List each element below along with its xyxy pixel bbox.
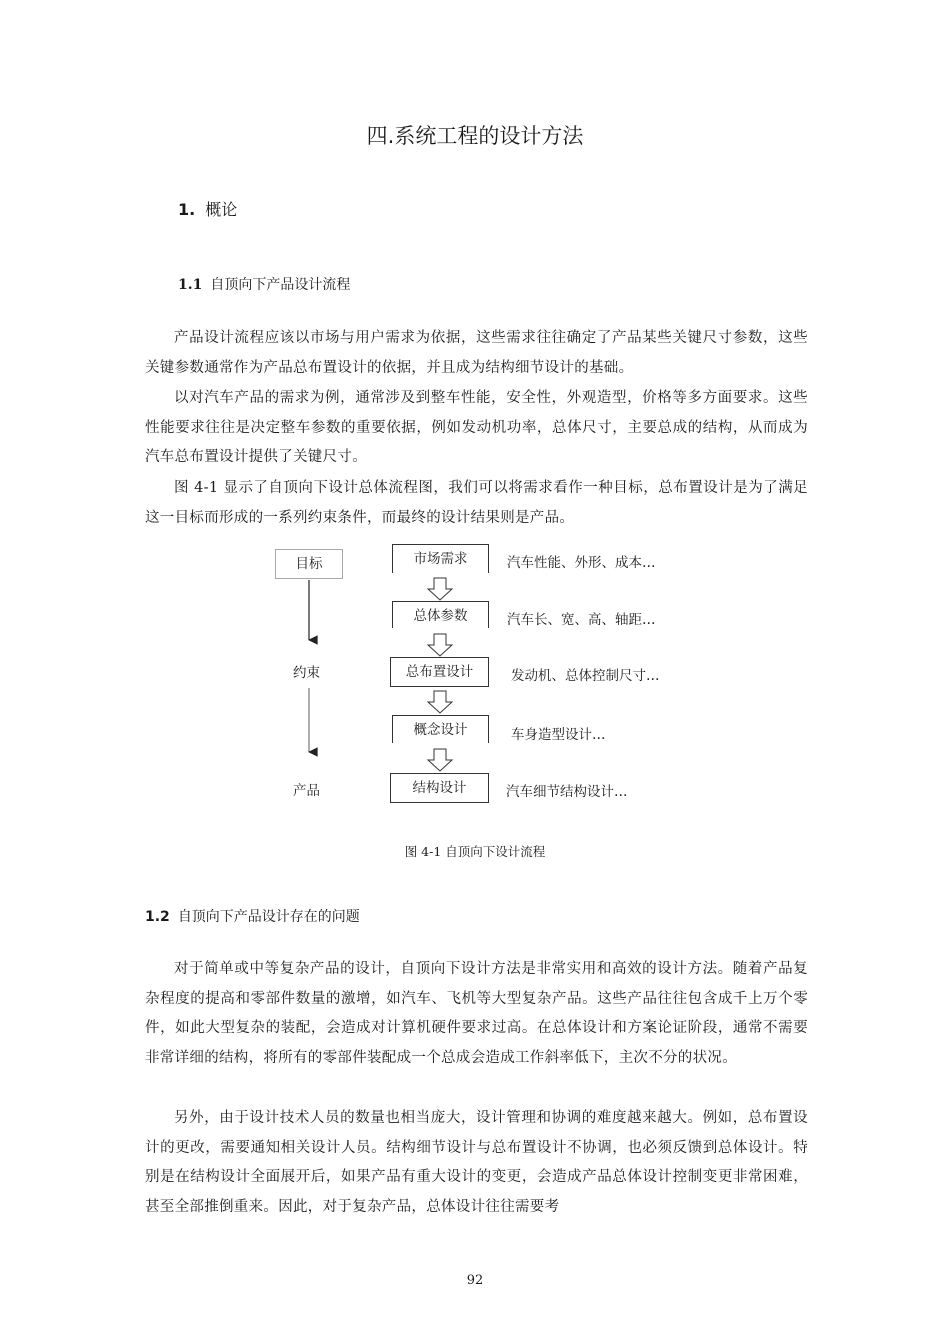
goal-box bbox=[275, 549, 343, 579]
paragraph-text: 以对汽车产品的需求为例，通常涉及到整车性能，安全性，外观造型，价格等多方面要求。这些性能要求往往是决定整车参数的重要依据，例如发动机功率，总体尺寸，主要总成的结构，从而成为汽车总布置设计提供了关键尺寸。 bbox=[145, 390, 808, 466]
section-number: 1.1 bbox=[178, 277, 203, 293]
section-heading-1 bbox=[178, 197, 237, 220]
paragraph-5 bbox=[145, 1104, 808, 1222]
section-number: 1.2 bbox=[145, 909, 170, 925]
flow-step-label: 总体参数 bbox=[413, 608, 468, 624]
section-title: 自顶向下产品设计存在的问题 bbox=[177, 909, 360, 925]
paragraph-text: 另外，由于设计技术人员的数量也相当庞大，设计管理和协调的难度越来越大。例如，总布置设计的更改，需要通知相关设计人员。结构细节设计与总布置设计不协调，也必须反馈到总体设计。特别是在结构设计全面展开后，如果产品有重大设计的变更，会造成产品总体设计控制变更非常困难，甚至全部推倒重来。因此，对于复杂产品，总体设计往往需要考 bbox=[145, 1110, 808, 1215]
flow-step-label: 概念设计 bbox=[413, 722, 468, 738]
flow-step-market-demand bbox=[392, 544, 489, 573]
flow-step-note: 汽车性能、外形、成本… bbox=[507, 555, 656, 571]
section-number: 1. bbox=[178, 200, 196, 219]
paragraph-4 bbox=[145, 955, 808, 1073]
paragraph-text: 图 4-1 显示了自顶向下设计总体流程图，我们可以将需求看作一种目标，总布置设计是为了满足这一目标而形成的一系列约束条件，而最终的设计结果则是产品。 bbox=[145, 480, 808, 526]
page-title: 四.系统工程的设计方法 bbox=[366, 124, 584, 148]
section-title: 概论 bbox=[205, 200, 238, 219]
hollow-down-arrow-icon bbox=[428, 691, 452, 713]
flow-step-general-layout bbox=[390, 657, 489, 687]
paragraph-text: 产品设计流程应该以市场与用户需求为依据，这些需求往往确定了产品某些关键尺寸参数，这些关键参数通常作为产品总布置设计的依据，并且成为结构细节设计的基础。 bbox=[145, 330, 808, 376]
paragraph-1 bbox=[145, 324, 808, 383]
constraint-label: 约束 bbox=[293, 665, 320, 681]
section-heading-1-1 bbox=[178, 274, 350, 294]
paragraph-text: 对于简单或中等复杂产品的设计，自顶向下设计方法是非常实用和高效的设计方法。随着产品复杂程度的提高和零部件数量的激增，如汽车、飞机等大型复杂产品。这些产品往往包含成千上万个零件，如此大型复杂的装配，会造成对计算机硬件要求过高。在总体设计和方案论证阶段，通常不需要非常详细的结构，将所有的零部件装配成一个总成会造成工作斜率低下，主次不分的状况。 bbox=[145, 961, 808, 1066]
flow-step-overall-parameters bbox=[392, 601, 489, 628]
flow-step-note: 发动机、总体控制尺寸… bbox=[511, 668, 660, 684]
paragraph-3 bbox=[145, 474, 808, 533]
flow-step-note: 车身造型设计… bbox=[511, 727, 606, 743]
hollow-down-arrow-icon bbox=[428, 578, 452, 600]
flow-step-label: 总布置设计 bbox=[405, 664, 474, 680]
section-title: 自顶向下产品设计流程 bbox=[210, 277, 351, 293]
product-label: 产品 bbox=[293, 783, 320, 799]
page-number: 92 bbox=[466, 1273, 484, 1288]
paragraph-2 bbox=[145, 384, 808, 473]
flow-step-label: 结构设计 bbox=[412, 780, 467, 796]
flow-step-note: 汽车细节结构设计… bbox=[506, 784, 628, 800]
flow-step-structure-design bbox=[390, 773, 489, 803]
figure-caption: 图 4-1 自顶向下设计流程 bbox=[404, 844, 546, 859]
goal-label: 目标 bbox=[295, 556, 323, 572]
flow-step-concept-design bbox=[392, 715, 489, 743]
section-heading-1-2 bbox=[145, 906, 360, 926]
flow-step-label: 市场需求 bbox=[413, 551, 468, 567]
flow-step-note: 汽车长、宽、高、轴距… bbox=[507, 612, 656, 628]
hollow-down-arrow-icon bbox=[428, 749, 452, 771]
hollow-down-arrow-icon bbox=[428, 634, 452, 656]
